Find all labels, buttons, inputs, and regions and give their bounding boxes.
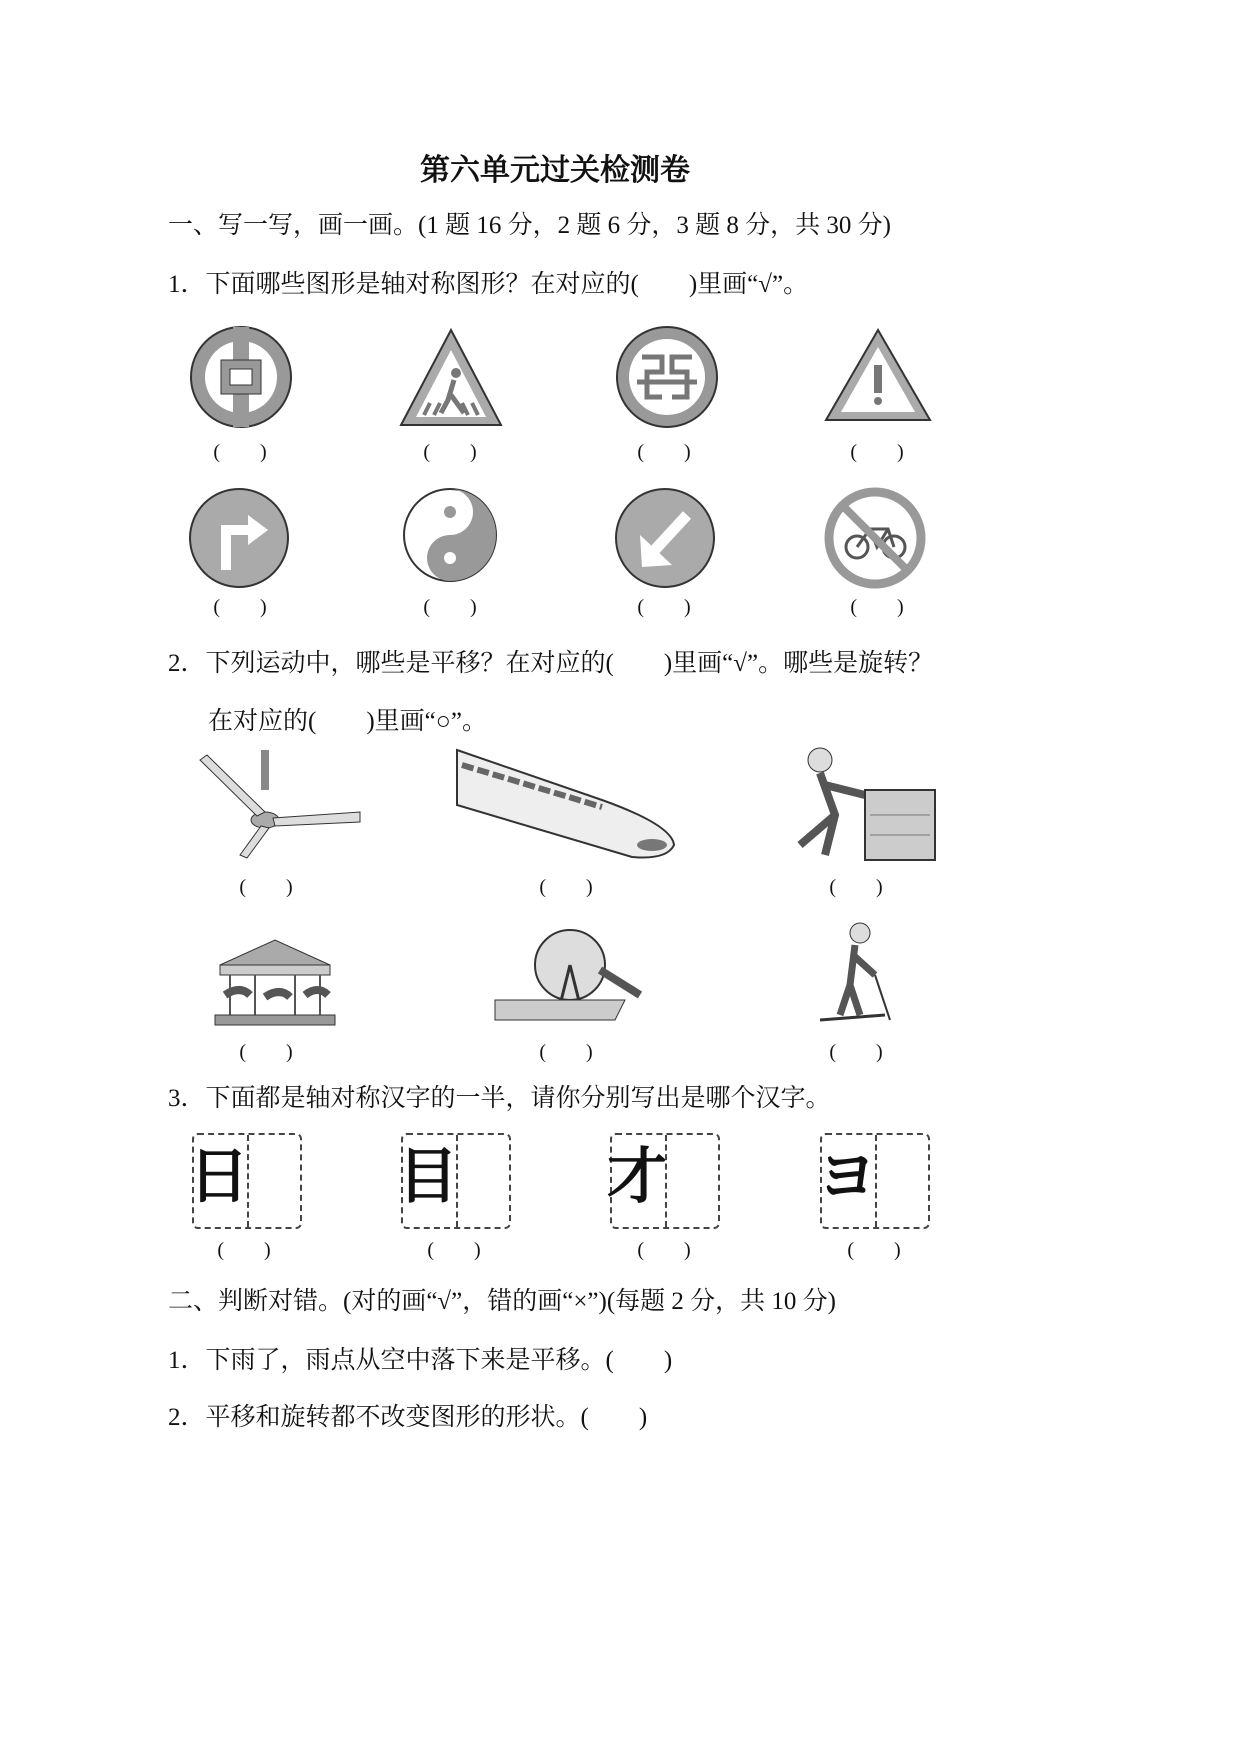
pedestrian-crossing-sign-icon <box>396 325 506 430</box>
answer-blank[interactable]: ( ) <box>539 876 593 898</box>
q1-text: 1．下面哪些图形是轴对称图形？在对应的( )里画“√”。 <box>168 271 809 298</box>
answer-blank[interactable]: ( ) <box>847 1239 901 1261</box>
answer-blank[interactable]: ( ) <box>423 441 477 463</box>
high-speed-train-icon <box>452 745 680 865</box>
judge-item: 2．平移和旋转都不改变图形的形状。( ) <box>168 1404 648 1431</box>
answer-blank[interactable]: ( ) <box>423 596 477 618</box>
answer-blank[interactable]: ( ) <box>850 596 904 618</box>
bank-logo-icon <box>186 322 296 432</box>
half-character: 目 <box>398 1142 458 1212</box>
half-character-box <box>398 1133 511 1229</box>
turn-right-sign-icon <box>186 485 292 591</box>
half-character: 才 <box>607 1142 667 1212</box>
section2-heading: 二、判断对错。(对的画“√”，错的画“×”)(每题 2 分，共 10 分) <box>168 1288 837 1315</box>
answer-blank[interactable]: ( ) <box>239 876 293 898</box>
section1-heading: 一、写一写，画一画。(1 题 16 分，2 题 6 分，3 题 8 分，共 30 分) <box>168 212 891 239</box>
half-character-box <box>189 1133 302 1229</box>
globe-icon <box>490 925 650 1025</box>
q2-text: 2．下列运动中，哪些是平移？在对应的( )里画“√”。哪些是旋转？ <box>168 650 934 677</box>
boy-pushing-box-icon <box>780 745 940 863</box>
page-title: 第六单元过关检测卷 <box>420 153 690 188</box>
answer-blank[interactable]: ( ) <box>829 1041 883 1063</box>
answer-blank[interactable]: ( ) <box>637 441 691 463</box>
answer-blank[interactable]: ( ) <box>829 876 883 898</box>
q2-text-cont: 在对应的( )里画“○”。 <box>208 708 487 735</box>
yin-yang-icon <box>400 485 500 585</box>
answer-blank[interactable]: ( ) <box>427 1239 481 1261</box>
answer-blank[interactable]: ( ) <box>637 596 691 618</box>
no-bicycle-sign-icon <box>822 485 928 591</box>
half-character: ヨ <box>817 1142 877 1212</box>
answer-blank[interactable]: ( ) <box>239 1041 293 1063</box>
keep-left-sign-icon <box>612 485 718 591</box>
answer-blank[interactable]: ( ) <box>213 596 267 618</box>
judge-item: 1．下雨了，雨点从空中落下来是平移。( ) <box>168 1347 673 1374</box>
answer-blank[interactable]: ( ) <box>539 1041 593 1063</box>
answer-blank[interactable]: ( ) <box>217 1239 271 1261</box>
answer-blank[interactable]: ( ) <box>850 441 904 463</box>
answer-blank[interactable]: ( ) <box>213 441 267 463</box>
half-character-box <box>607 1133 720 1229</box>
bank-logo-2-icon <box>612 322 722 432</box>
warning-sign-icon <box>822 325 934 425</box>
answer-blank[interactable]: ( ) <box>637 1239 691 1261</box>
half-character: 日 <box>189 1142 249 1212</box>
carousel-icon <box>210 935 340 1030</box>
ceiling-fan-icon <box>195 750 365 860</box>
skier-icon <box>815 915 905 1025</box>
q3-text: 3．下面都是轴对称汉字的一半，请你分别写出是哪个汉字。 <box>168 1085 831 1112</box>
half-character-box <box>817 1133 930 1229</box>
